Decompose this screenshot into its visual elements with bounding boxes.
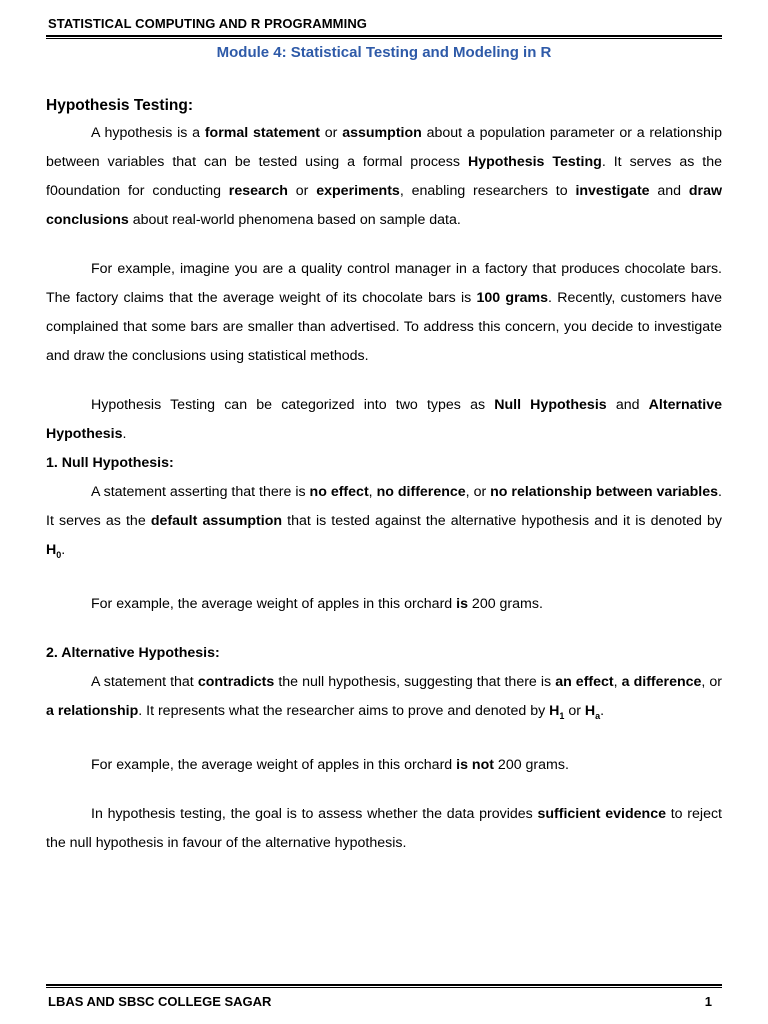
bold-run: H: [584, 702, 596, 719]
footer-rule: [46, 984, 722, 988]
college-name: LBAS AND SBSC COLLEGE SAGAR: [48, 994, 272, 1009]
alternative-hypothesis-heading: 2. Alternative Hypothesis:: [46, 644, 220, 661]
text-run: For example, the average weight of apples in this orchard: [91, 756, 457, 773]
bold-run: sufficient evidence: [537, 805, 666, 822]
text-run: about a population parameter or a relationship between variables that can be tested using a formal process: [46, 125, 722, 170]
text-run: ,: [368, 484, 377, 500]
header-rule: [46, 35, 722, 39]
paragraph-definition: [46, 119, 722, 235]
text-run: A hypothesis is a: [91, 125, 205, 141]
bold-run: H: [549, 702, 560, 719]
bold-run: is not: [456, 756, 494, 773]
bold-run: no difference: [376, 484, 466, 500]
bold-run: research: [228, 183, 288, 199]
bold-run: contradicts: [197, 673, 275, 690]
text-run: , enabling researchers to: [399, 183, 576, 199]
text-run: or: [564, 702, 585, 719]
text-run: 200 grams.: [467, 595, 543, 612]
module-title: Module 4: Statistical Testing and Modeling in R: [216, 44, 552, 61]
text-run: A statement that: [91, 673, 198, 690]
bold-run: an effect: [555, 673, 614, 690]
null-hypothesis-heading: 1. Null Hypothesis:: [46, 455, 174, 471]
text-run: For example, the average weight of apples in this orchard: [91, 595, 457, 612]
text-run: and: [649, 183, 689, 199]
bold-run: Null Hypothesis: [494, 397, 607, 413]
bold-run: no relationship between variables: [490, 484, 719, 500]
text-run: and: [606, 397, 649, 413]
text-run: about real-world phenomena based on sample data.: [128, 212, 461, 228]
bold-run: Alternative Hypothesis: [46, 397, 722, 442]
text-run: 200 grams.: [493, 756, 569, 773]
text-run: For example, imagine you are a quality control manager in a factory that produces chocolate bars. The factory claims that the average weight of its chocolate bars is: [46, 261, 722, 306]
bold-run: formal statement: [204, 125, 320, 141]
text-run: or: [287, 183, 317, 199]
text-run: . Recently, customers have complained that some bars are smaller than advertised. To address this concern, you decide to investigate and draw the conclusions using statistical methods.: [46, 290, 722, 364]
text-run: that is tested against the alternative hypothesis and it is denoted by: [282, 513, 722, 529]
text-run: .: [600, 702, 605, 719]
text-run: . It serves as the: [46, 484, 722, 529]
text-run: , or: [465, 484, 491, 500]
page-header: [46, 16, 722, 39]
page-footer: [46, 980, 722, 1009]
paragraph-null-example: [46, 590, 722, 619]
text-run: . It serves as the f0oundation for conducting: [46, 154, 722, 199]
bold-run: 1: [559, 710, 565, 721]
bold-run: 100 grams: [476, 290, 549, 306]
bold-run: assumption: [342, 125, 422, 141]
paragraph-alternative-definition: [46, 668, 722, 731]
bold-run: 0: [56, 549, 62, 560]
text-run: In hypothesis testing, the goal is to assess whether the data provides: [91, 805, 538, 822]
bold-run: is: [456, 595, 468, 612]
text-run: .: [122, 426, 127, 442]
text-run: A statement asserting that there is: [91, 484, 310, 500]
text-run: or: [320, 125, 343, 141]
bold-run: investigate: [575, 183, 650, 199]
document-body: [46, 94, 722, 858]
bold-run: H: [46, 542, 57, 558]
paragraph-types: [46, 391, 722, 449]
text-run: , or: [701, 673, 723, 690]
page-number: 1: [704, 994, 712, 1009]
bold-run: experiments: [316, 183, 400, 199]
bold-run: a difference: [621, 673, 702, 690]
text-run: ,: [613, 673, 622, 690]
text-run: to reject the null hypothesis in favour of the alternative hypothesis.: [46, 805, 722, 851]
course-title: STATISTICAL COMPUTING AND R PROGRAMMING: [48, 16, 368, 31]
bold-run: no effect: [309, 484, 369, 500]
text-run: . It represents what the researcher aims to prove and denoted by: [138, 702, 550, 719]
paragraph-alternative-example: [46, 751, 722, 780]
bold-run: a: [595, 710, 601, 721]
section-title: Hypothesis Testing:: [46, 97, 193, 114]
paragraph-example: [46, 255, 722, 371]
text-run: Hypothesis Testing can be categorized into two types as: [91, 397, 495, 413]
text-run: the null hypothesis, suggesting that there is: [274, 673, 556, 690]
text-run: .: [61, 542, 66, 558]
bold-run: draw conclusions: [46, 183, 722, 228]
bold-run: a relationship: [46, 702, 139, 719]
bold-run: default assumption: [150, 513, 283, 529]
paragraph-conclusion: [46, 800, 722, 858]
paragraph-null-definition: [46, 478, 722, 570]
bold-run: Hypothesis Testing: [467, 154, 602, 170]
